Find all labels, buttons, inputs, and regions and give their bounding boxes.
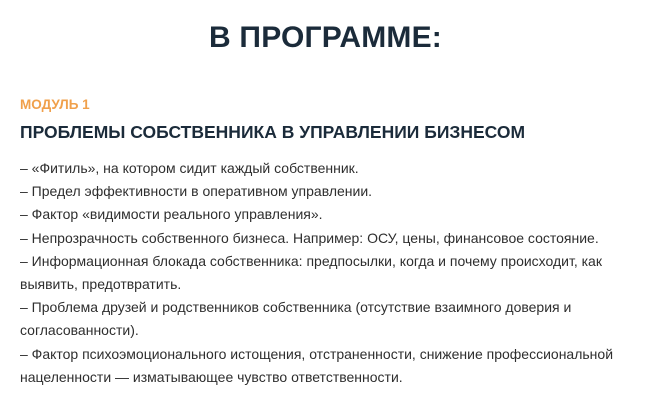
module-label: МОДУЛЬ 1 — [20, 97, 90, 112]
topic-item: – Фактор психоэмоционального истощения, отстраненности, снижение профессиональной нацеленности — изматывающее чувство ответственности. — [20, 345, 614, 385]
topic-item: – Предел эффективности в оперативном управлении. — [20, 183, 373, 200]
topic-item: – Фактор «видимости реального управления». — [20, 206, 323, 223]
section-title: В ПРОГРАММЕ: — [209, 21, 442, 54]
topic-item: – Информационная блокада собственника: предпосылки, когда и почему происходит, как выявить, предотвратить. — [20, 252, 602, 293]
topic-item: – «Фитиль», на котором сидит каждый собственник. — [20, 160, 359, 176]
module-title: ПРОБЛЕМЫ СОБСТВЕННИКА В УПРАВЛЕНИИ БИЗНЕСОМ — [20, 122, 526, 142]
topic-item: – Непрозрачность собственного бизнеса. Например: ОСУ, цены, финансовое состояние. — [20, 229, 599, 246]
topic-item: – Проблема друзей и родственников собственника (отсутствие взаимного доверия и согласованности). — [20, 299, 572, 339]
module-topic-list — [20, 157, 642, 389]
